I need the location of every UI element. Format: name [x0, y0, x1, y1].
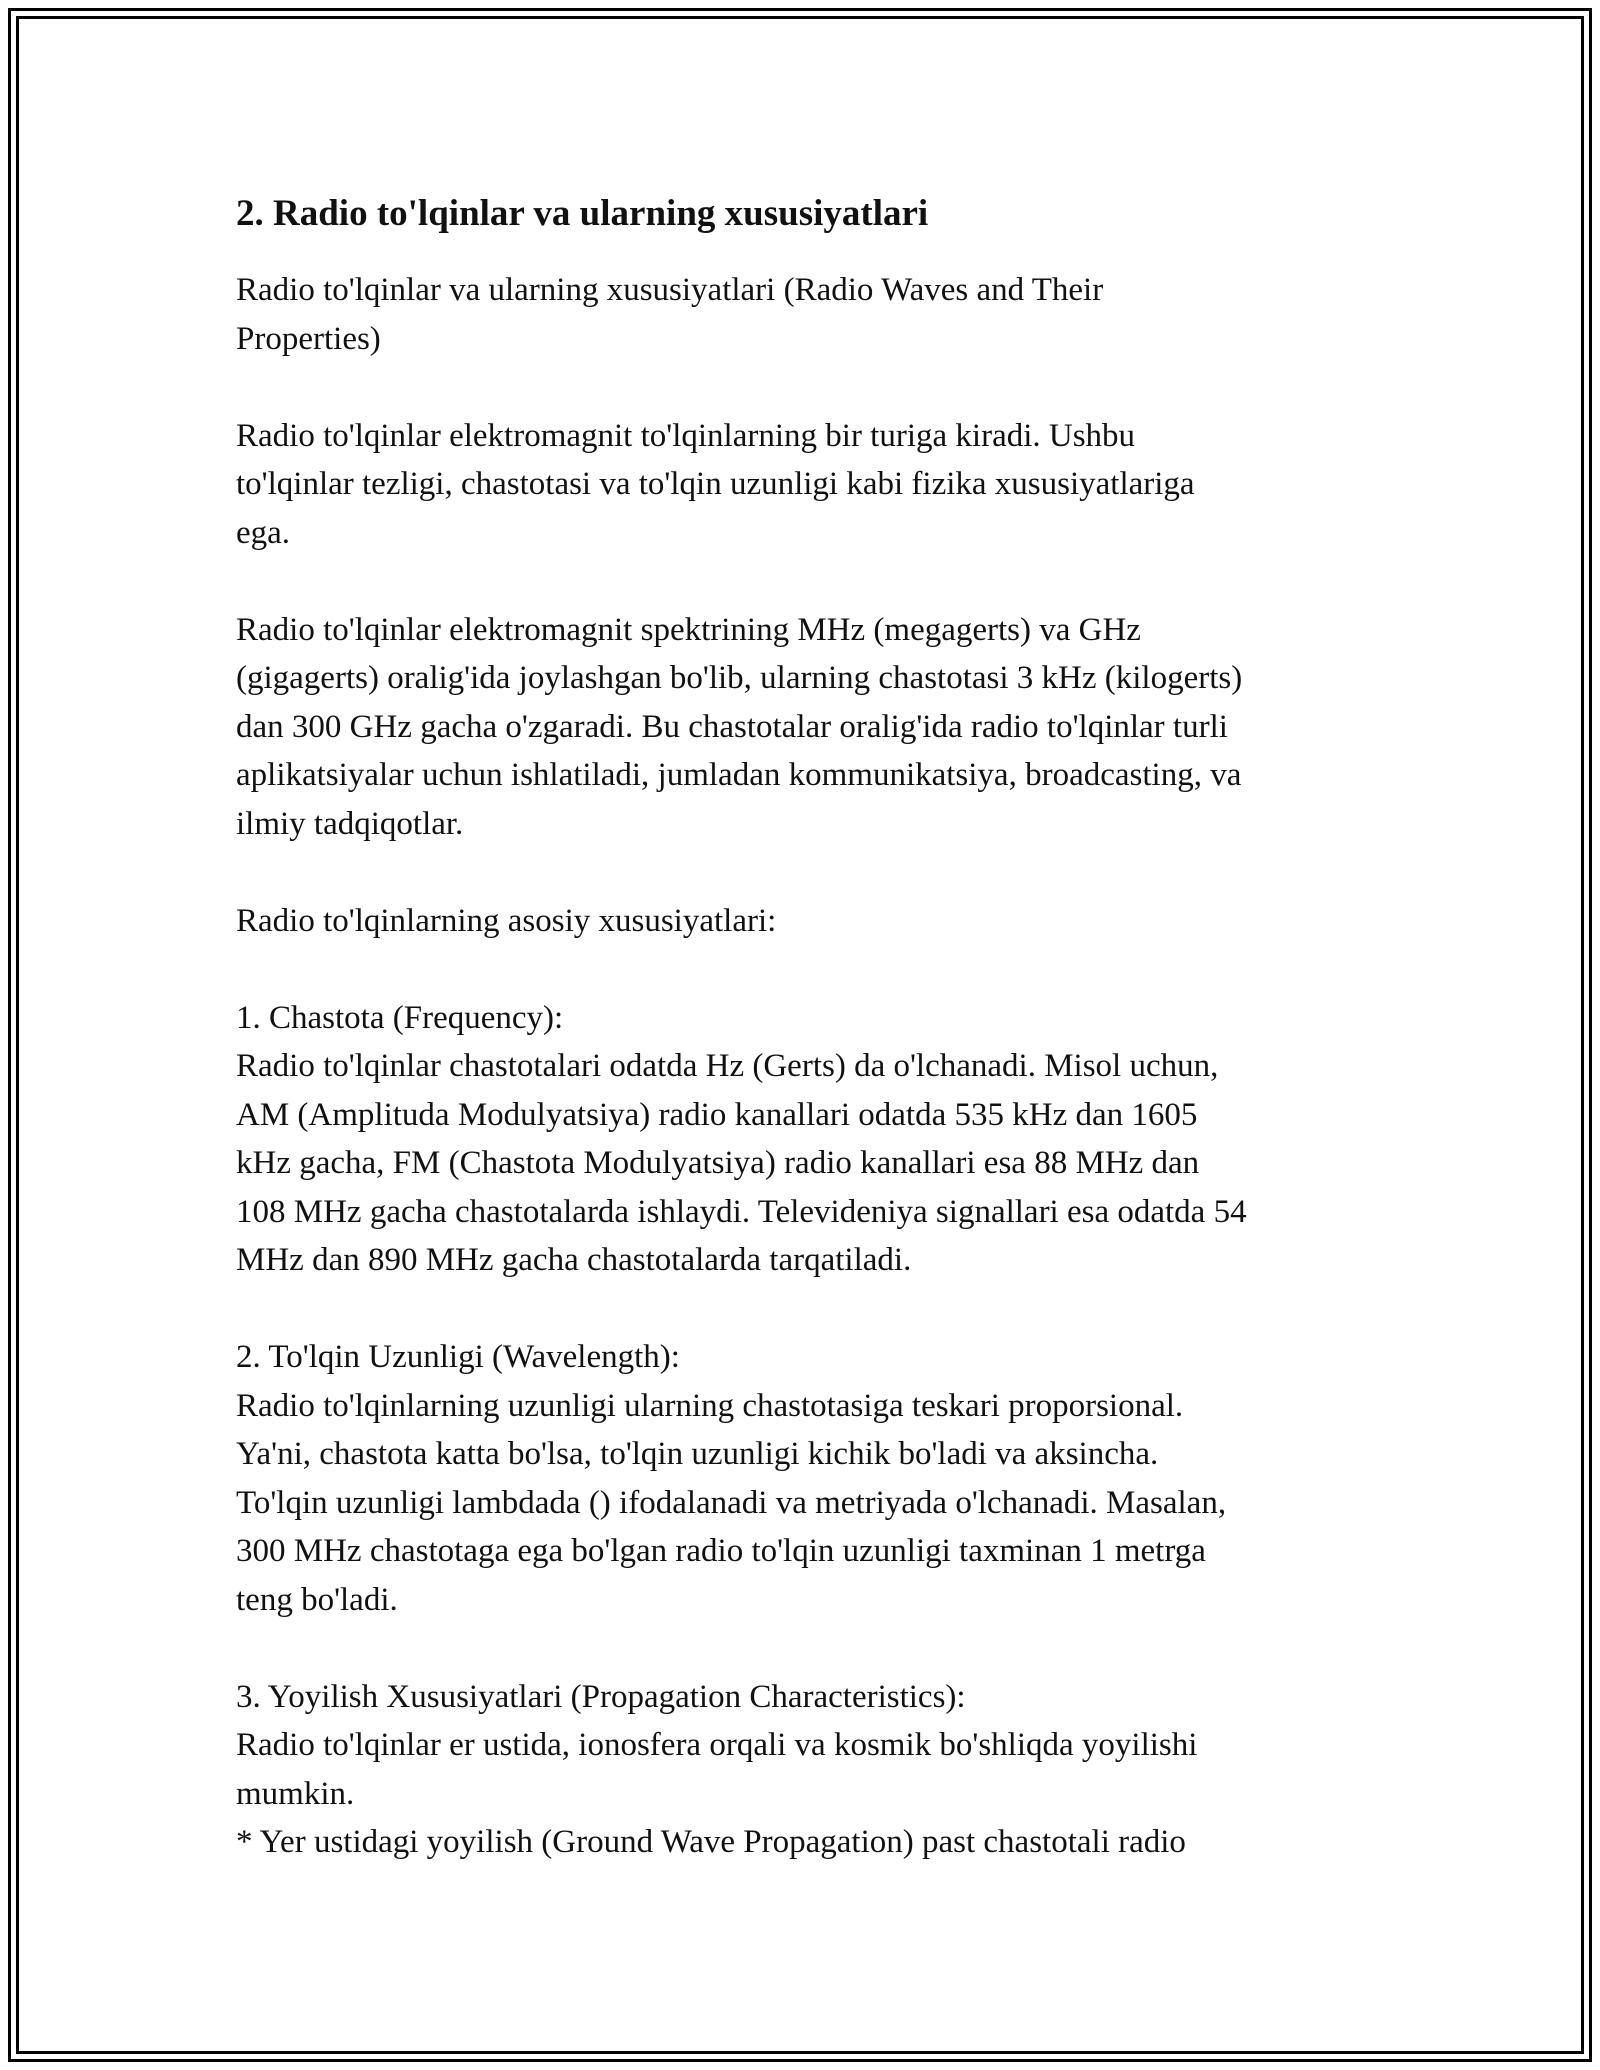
paragraph-wavelength: 2. To'lqin Uzunligi (Wavelength): Radio to'lqinlarning uzunligi ularning chastotasiga teskari proporsional. Ya'ni, chastota katta bo'lsa, to'lqin uzunligi kichik bo'ladi va aksincha. To'lqin uzunligi lambdada () ifodalanadi va metriyada o'lchanadi. Masalan, 300 MHz chastotaga ega bo'lgan radio to'lqin uzunligi taxminan 1 metrga teng bo'ladi. — [236, 1339, 1227, 1618]
paragraph-spectrum: Radio to'lqinlar elektromagnit spektrining MHz (megagerts) va GHz (gigagerts) oralig'ida joylashgan bo'lib, ularning chastotasi 3 kHz (kilogerts) dan 300 GHz gacha o'zgaradi. Bu chastotalar oralig'ida radio to'lqinlar turli aplikatsiyalar uchun ishlatiladi, jumladan kommunikatsiya, broadcasting, va ilmiy tadqiqotlar. — [236, 611, 1243, 842]
paragraph-frequency: 1. Chastota (Frequency): Radio to'lqinlar chastotalari odatda Hz (Gerts) da o'lchanadi. Misol uchun, AM (Amplituda Modulyatsiya) radio kanallari odatda 535 kHz dan 1605 kHz gacha, FM (Chastota Modulyatsiya) radio kanallari esa 88 MHz dan 108 MHz gacha chastotalarda ishlaydi. Televideniya signallari esa odatda 54 MHz dan 890 MHz gacha chastotalarda tarqatiladi. — [236, 999, 1247, 1278]
section-heading: 2. Radio to'lqinlar va ularning xususiyatlari — [236, 193, 929, 234]
paragraph-subtitle: Radio to'lqinlar va ularning xususiyatlari (Radio Waves and Their Properties) — [236, 272, 1104, 357]
document-body — [236, 190, 1376, 1867]
paragraph-propagation: 3. Yoyilish Xususiyatlari (Propagation Characteristics): Radio to'lqinlar er ustida, ionosfera orqali va kosmik bo'shliqda yoyilishi mumkin. * Yer ustidagi yoyilish (Ground Wave Propagation) past chastotali radio — [236, 1678, 1198, 1860]
paragraph-properties-lead: Radio to'lqinlarning asosiy xususiyatlari: — [236, 902, 777, 939]
paragraph-intro: Radio to'lqinlar elektromagnit to'lqinlarning bir turiga kiradi. Ushbu to'lqinlar tezligi, chastotasi va to'lqin uzunligi kabi fizika xususiyatlariga ega. — [236, 417, 1195, 551]
